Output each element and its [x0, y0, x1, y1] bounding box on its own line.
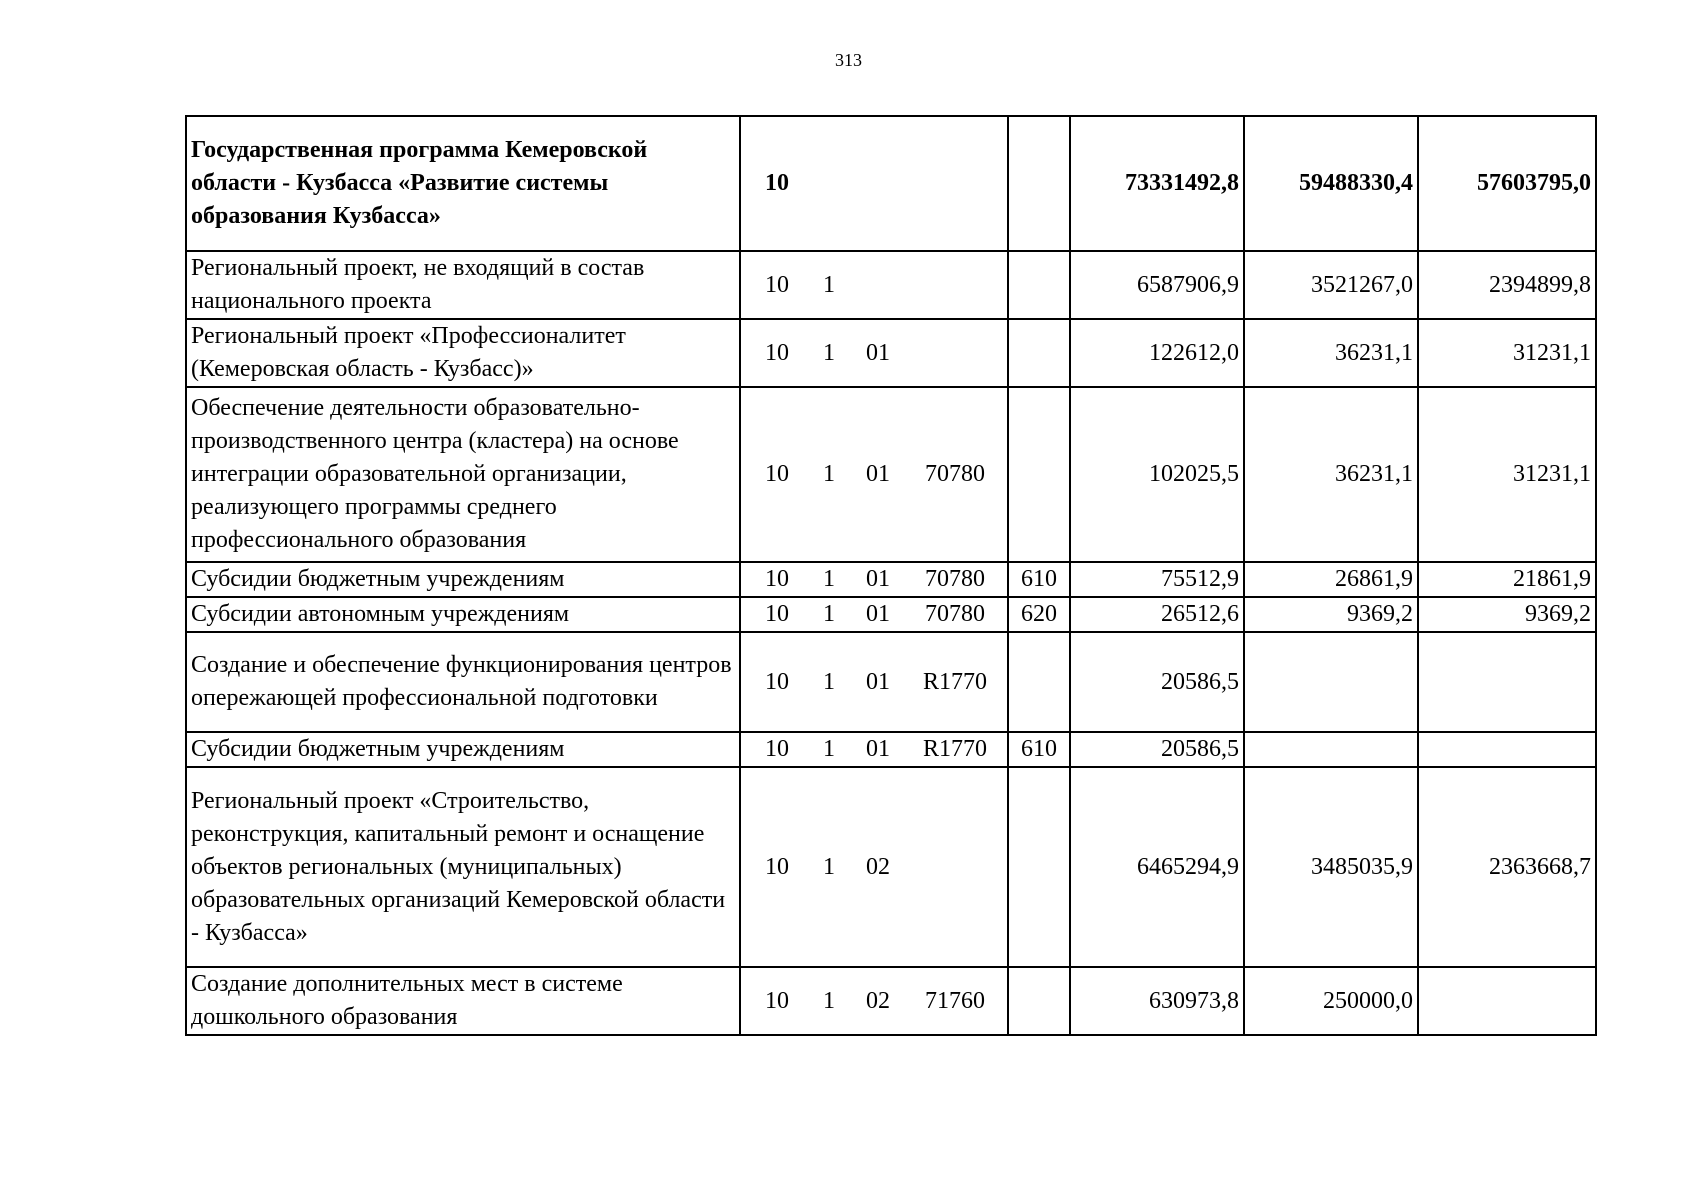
- table-row: [186, 319, 1596, 387]
- row-code: [740, 632, 1008, 732]
- year3-amount: 2394899,8: [1418, 251, 1596, 319]
- table-row: [186, 597, 1596, 632]
- main-event-code: 02: [866, 987, 890, 1014]
- program-code: 10: [765, 461, 789, 487]
- expense-type-code: [1008, 967, 1070, 1035]
- year2-amount: 26861,9: [1244, 562, 1418, 597]
- budget-table: [185, 115, 1597, 1036]
- row-name: Региональный проект «Строительство, реконструкция, капитальный ремонт и оснащение объектов региональных (муниципальных) образовательных организаций Кемеровской области - Кузбасса»: [186, 767, 740, 967]
- main-event-code: 01: [866, 736, 890, 762]
- year3-amount: 31231,1: [1418, 387, 1596, 562]
- year1-amount: 122612,0: [1070, 319, 1244, 387]
- main-event-code: 01: [866, 339, 890, 366]
- year2-amount: [1244, 732, 1418, 767]
- row-name: Региональный проект, не входящий в состав национального проекта: [186, 251, 740, 319]
- year2-amount: 36231,1: [1244, 387, 1418, 562]
- expense-type-code: [1008, 387, 1070, 562]
- year3-amount: 31231,1: [1418, 319, 1596, 387]
- row-code: [740, 732, 1008, 767]
- main-event-code: 01: [866, 668, 890, 695]
- program-code: 10: [765, 736, 789, 762]
- expense-type-code: [1008, 319, 1070, 387]
- program-code: 10: [765, 566, 789, 592]
- row-code: [740, 387, 1008, 562]
- table-row: [186, 116, 1596, 251]
- expense-type-code: 620: [1008, 597, 1070, 632]
- subprogram-code: 1: [823, 601, 835, 627]
- year1-amount: 20586,5: [1070, 632, 1244, 732]
- direction-code: 71760: [925, 987, 985, 1014]
- program-code: 10: [765, 339, 789, 366]
- expense-type-code: [1008, 767, 1070, 967]
- row-code: [740, 319, 1008, 387]
- main-event-code: 01: [866, 601, 890, 627]
- subprogram-code: 1: [823, 668, 835, 695]
- row-name: Создание дополнительных мест в системе дошкольного образования: [186, 967, 740, 1035]
- year1-amount: 6465294,9: [1070, 767, 1244, 967]
- year3-amount: [1418, 632, 1596, 732]
- table-row: [186, 251, 1596, 319]
- direction-code: R1770: [922, 668, 987, 695]
- year2-amount: 3485035,9: [1244, 767, 1418, 967]
- row-name: Создание и обеспечение функционирования центров опережающей профессиональной подготовки: [186, 632, 740, 732]
- year1-amount: 75512,9: [1070, 562, 1244, 597]
- subprogram-code: 1: [823, 271, 835, 298]
- year3-amount: [1418, 967, 1596, 1035]
- expense-type-code: [1008, 251, 1070, 319]
- year3-amount: 2363668,7: [1418, 767, 1596, 967]
- row-name: Субсидии бюджетным учреждениям: [186, 732, 740, 767]
- year2-amount: 250000,0: [1244, 967, 1418, 1035]
- year1-amount: 73331492,8: [1070, 116, 1244, 251]
- main-event-code: 01: [866, 461, 890, 487]
- year2-amount: 59488330,4: [1244, 116, 1418, 251]
- subprogram-code: 1: [823, 566, 835, 592]
- subprogram-code: 1: [823, 339, 835, 366]
- subprogram-code: 1: [823, 987, 835, 1014]
- year3-amount: [1418, 732, 1596, 767]
- row-name: Субсидии автономным учреждениям: [186, 597, 740, 632]
- table-row: [186, 967, 1596, 1035]
- row-name: Обеспечение деятельности образовательно-производственного центра (кластера) на основе интеграции образовательной организации, реализующего программы среднего профессионального образования: [186, 387, 740, 562]
- table-row: [186, 562, 1596, 597]
- year1-amount: 20586,5: [1070, 732, 1244, 767]
- year3-amount: 57603795,0: [1418, 116, 1596, 251]
- direction-code: 70780: [925, 601, 985, 627]
- expense-type-code: 610: [1008, 732, 1070, 767]
- page-number: 313: [835, 50, 862, 70]
- year1-amount: 630973,8: [1070, 967, 1244, 1035]
- year2-amount: [1244, 632, 1418, 732]
- table-row: [186, 387, 1596, 562]
- table-row: [186, 632, 1596, 732]
- program-code: 10: [765, 668, 789, 695]
- year2-amount: 36231,1: [1244, 319, 1418, 387]
- year2-amount: 3521267,0: [1244, 251, 1418, 319]
- row-name: Региональный проект «Профессионалитет (Кемеровская область - Кузбасс)»: [186, 319, 740, 387]
- row-code: [740, 967, 1008, 1035]
- subprogram-code: 1: [823, 736, 835, 762]
- row-code: [740, 597, 1008, 632]
- subprogram-code: 1: [823, 461, 835, 487]
- year1-amount: 102025,5: [1070, 387, 1244, 562]
- row-name: Государственная программа Кемеровской области - Кузбасса «Развитие системы образования Кузбасса»: [186, 116, 740, 251]
- row-code: [740, 251, 1008, 319]
- expense-type-code: [1008, 632, 1070, 732]
- row-code: [740, 116, 1008, 251]
- year3-amount: 21861,9: [1418, 562, 1596, 597]
- expense-type-code: [1008, 116, 1070, 251]
- program-code: 10: [765, 271, 789, 298]
- main-event-code: 02: [866, 853, 890, 880]
- table-row: [186, 767, 1596, 967]
- year1-amount: 26512,6: [1070, 597, 1244, 632]
- year2-amount: 9369,2: [1244, 597, 1418, 632]
- program-code: 10: [765, 170, 789, 196]
- program-code: 10: [765, 853, 789, 880]
- direction-code: R1770: [922, 736, 987, 762]
- expense-type-code: 610: [1008, 562, 1070, 597]
- main-event-code: 01: [866, 566, 890, 592]
- subprogram-code: 1: [823, 853, 835, 880]
- direction-code: 70780: [925, 566, 985, 592]
- direction-code: 70780: [925, 461, 985, 487]
- row-code: [740, 767, 1008, 967]
- year1-amount: 6587906,9: [1070, 251, 1244, 319]
- program-code: 10: [765, 601, 789, 627]
- row-name: Субсидии бюджетным учреждениям: [186, 562, 740, 597]
- program-code: 10: [765, 987, 789, 1014]
- year3-amount: 9369,2: [1418, 597, 1596, 632]
- budget-table-body: [186, 116, 1596, 1035]
- row-code: [740, 562, 1008, 597]
- table-row: [186, 732, 1596, 767]
